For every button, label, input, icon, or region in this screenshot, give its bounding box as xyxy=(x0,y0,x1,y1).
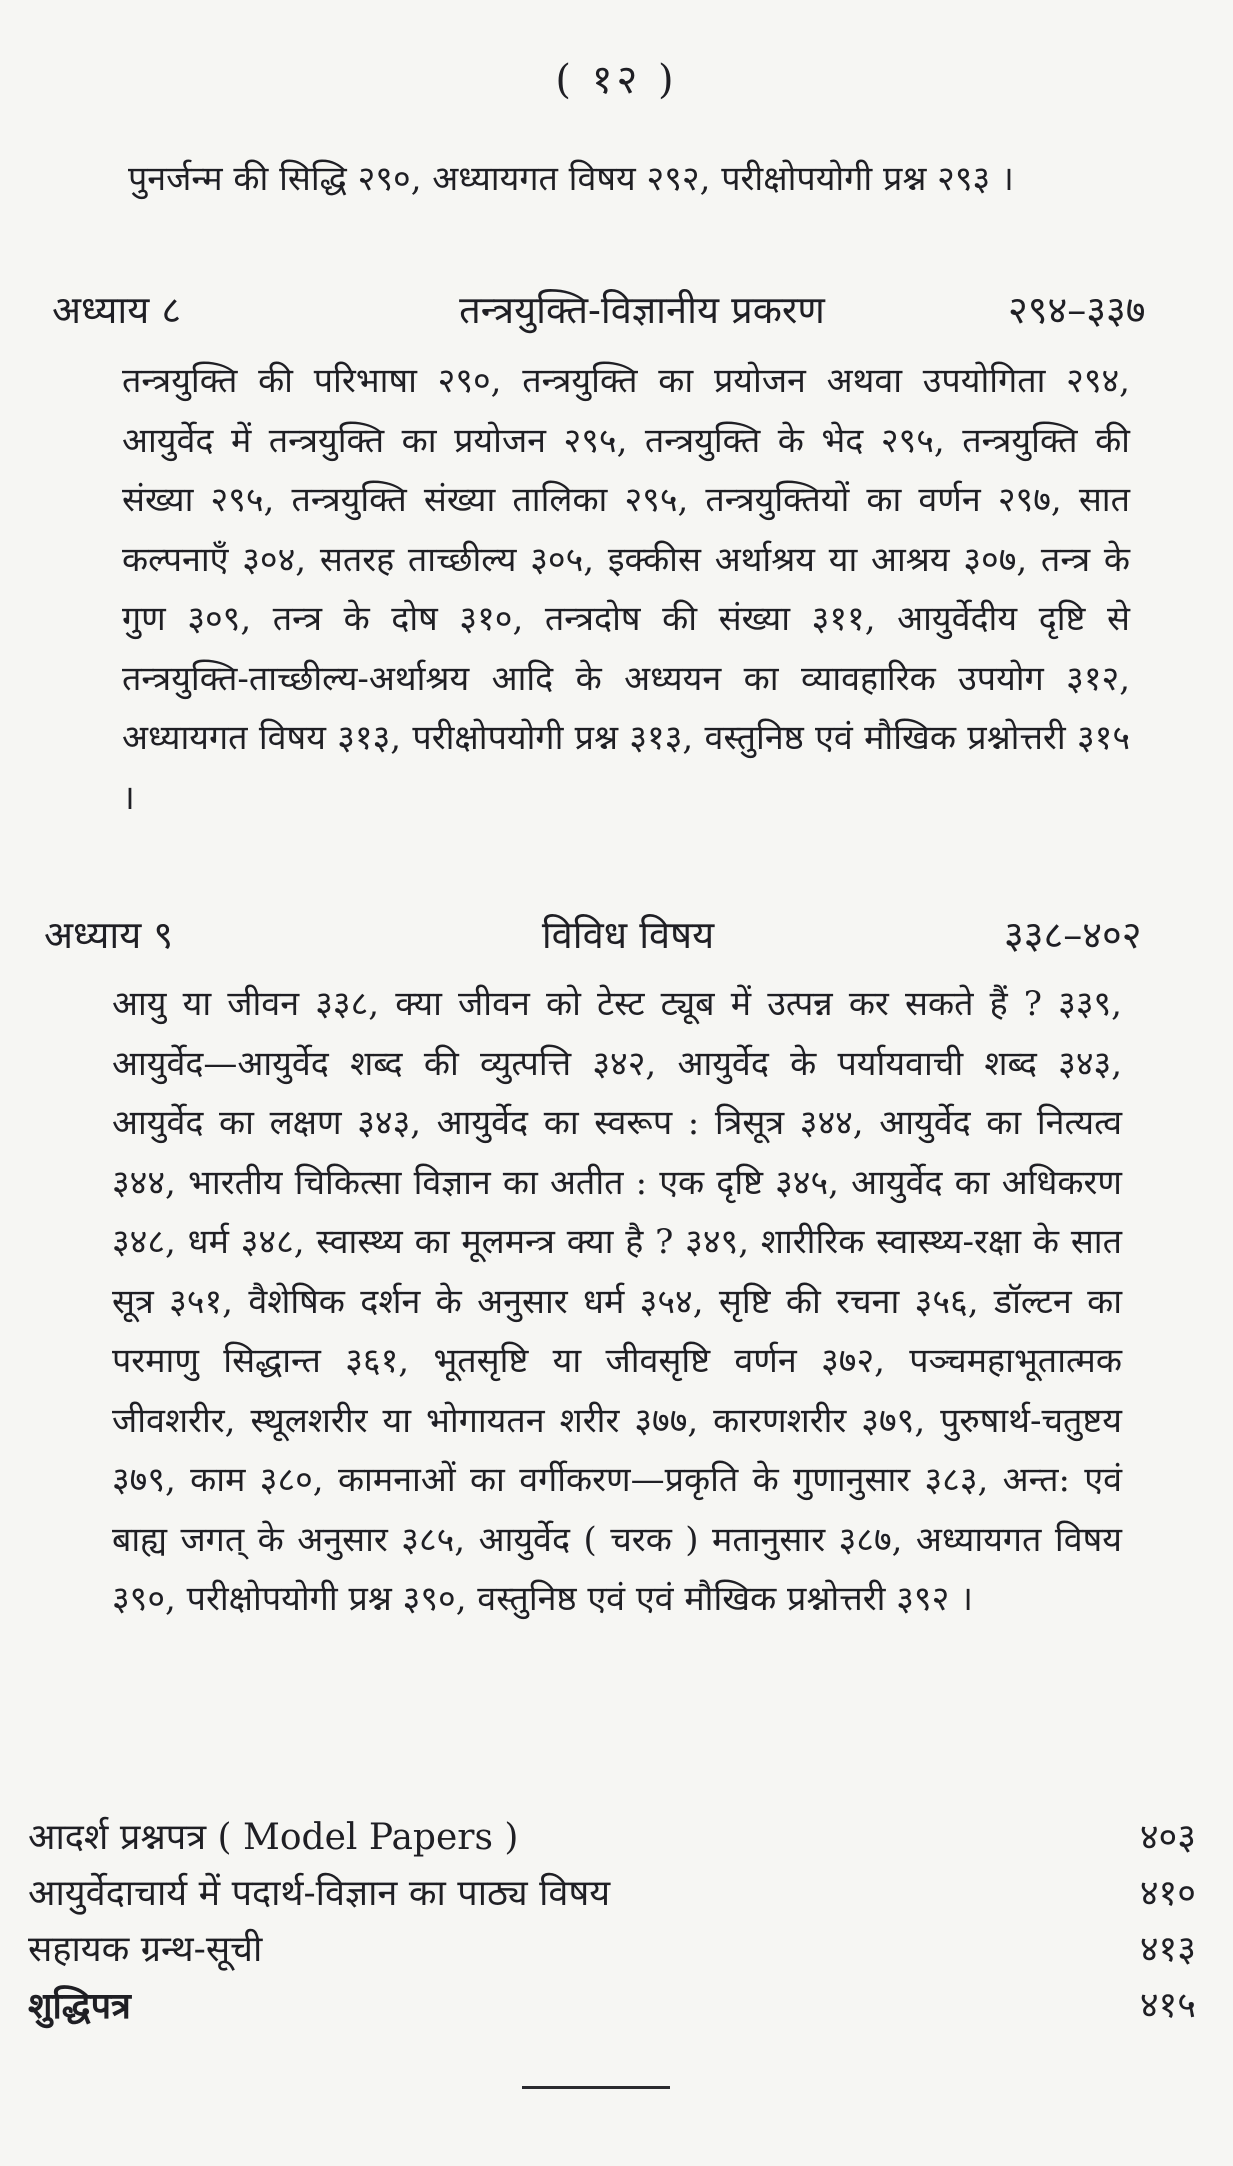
entry-page: ४१३ xyxy=(1139,1929,1196,1970)
chapter-9-pages: ३३८–४०२ xyxy=(1004,913,1142,957)
page-number: ( १२ ) xyxy=(555,57,678,103)
chapter-8-title: तन्त्रयुक्ति-विज्ञानीय प्रकरण xyxy=(459,288,825,332)
chapter-9-title: विविध विषय xyxy=(541,913,715,957)
back-matter-entry xyxy=(28,1866,1196,1922)
end-divider xyxy=(522,2086,670,2089)
entry-title: आदर्श प्रश्नपत्र ( Model Papers ) xyxy=(28,1817,519,1858)
back-matter-entry xyxy=(28,1978,1196,2034)
entry-page: ४०३ xyxy=(1139,1817,1196,1858)
chapter-9-label: अध्याय ९ xyxy=(44,913,174,957)
entry-title: आयुर्वेदाचार्य में पदार्थ-विज्ञान का पाठ्य विषय xyxy=(28,1873,611,1914)
entry-page: ४१० xyxy=(1139,1873,1196,1914)
entry-page: ४१५ xyxy=(1139,1985,1196,2026)
entry-title: सहायक ग्रन्थ-सूची xyxy=(28,1929,263,1970)
chapter-9-heading xyxy=(0,905,1233,965)
chapter-9-contents: आयु या जीवन ३३८, क्या जीवन को टेस्ट ट्यूब में उत्पन्न कर सकते हैं ? ३३९, आयुर्वेद—आयुर्वेद शब्द की व्युत्पत्ति ३४२, आयुर्वेद के पर्यायवाची शब्द ३४३, आयुर्वेद का लक्षण ३४३, आयुर्वेद का स्वरूप : त्रिसूत्र ३४४, आयुर्वेद का नित्यत्व ३४४, भारतीय चिकित्सा विज्ञान का अतीत : एक दृष्टि ३४५, आयुर्वेद का अधिकरण ३४८, धर्म ३४८, स्वास्थ्य का मूलमन्त्र क्या है ? ३४९, शारीरिक स्वास्थ्य-रक्षा के सात सूत्र ३५१, वैशेषिक दर्शन के अनुसार धर्म ३५४, सृष्टि की रचना ३५६, डॉल्टन का परमाणु सिद्धान्त ३६१, भूतसृष्टि या जीवसृष्टि वर्णन ३७२, पञ्चमहाभूतात्मक जीवशरीर, स्थूलशरीर या भोगायतन शरीर ३७७, कारणशरीर ३७९, पुरुषार्थ-चतुष्टय ३७९, काम ३८०, कामनाओं का वर्गीकरण—प्रकृति के गुणानुसार ३८३, अन्त: एवं बाह्य जगत् के अनुसार ३८५, आयुर्वेद ( चरक ) मतानुसार ३८७, अध्यायगत विषय ३९०, परीक्षोपयोगी प्रश्न ३९०, वस्तुनिष्ठ एवं एवं मौखिक प्रश्नोत्तरी ३९२ । xyxy=(112,984,1122,1619)
chapter-8-label: अध्याय ८ xyxy=(52,288,182,332)
chapter-8-pages: २९४–३३७ xyxy=(1008,288,1146,332)
back-matter-entry xyxy=(28,1810,1196,1866)
back-matter-entry xyxy=(28,1922,1196,1978)
intro-paragraph: पुनर्जन्म की सिद्धि २९०, अध्यायगत विषय २९२, परीक्षोपयोगी प्रश्न २९३ । xyxy=(128,159,1014,199)
entry-title: शुद्धिपत्र xyxy=(28,1985,131,2027)
chapter-8-contents: तन्त्रयुक्ति की परिभाषा २९०, तन्त्रयुक्ति का प्रयोजन अथवा उपयोगिता २९४, आयुर्वेद में तन्त्रयुक्ति का प्रयोजन २९५, तन्त्रयुक्ति के भेद २९५, तन्त्रयुक्ति की संख्या २९५, तन्त्रयुक्ति संख्या तालिका २९५, तन्त्रयुक्तियों का वर्णन २९७, सात कल्पनाएँ ३०४, सतरह ताच्छील्य ३०५, इक्कीस अर्थाश्रय या आश्रय ३०७, तन्त्र के गुण ३०९, तन्त्र के दोष ३१०, तन्त्रदोष की संख्या ३११, आयुर्वेदीय दृष्टि से तन्त्रयुक्ति-ताच्छील्य-अर्थाश्रय आदि के अध्ययन का व्यावहारिक उपयोग ३१२, अध्यायगत विषय ३१३, परीक्षोपयोगी प्रश्न ३१३, वस्तुनिष्ठ एवं मौखिक प्रश्नोत्तरी ३१५ । xyxy=(122,361,1130,818)
chapter-8-heading xyxy=(0,280,1233,340)
